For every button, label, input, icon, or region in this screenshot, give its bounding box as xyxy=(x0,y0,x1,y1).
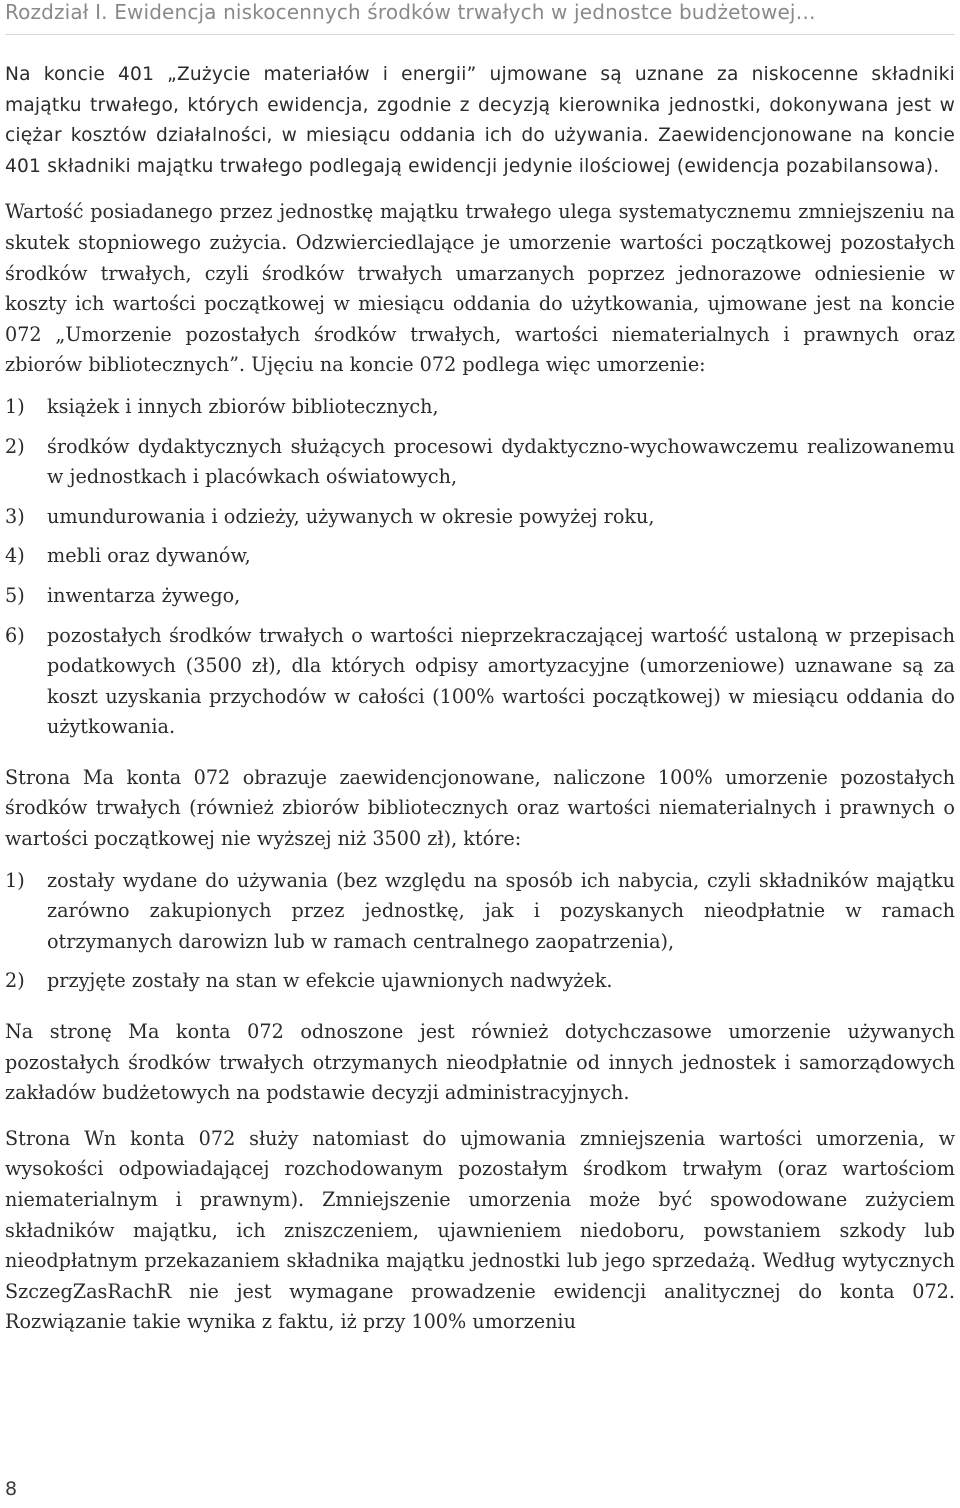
paragraph-credit-side-072: Strona Ma konta 072 obrazuje zaewidencjonowane, naliczone 100% umorzenie pozostałych środków trwałych (również zbiorów bibliotecznych oraz wartości niematerialnych i prawnych o wartości początkowej nie wyższej niż 3500 zł), które: xyxy=(5,765,955,851)
list-item xyxy=(5,621,955,743)
depreciation-items-list xyxy=(5,392,955,743)
body-text xyxy=(5,60,955,1338)
list-item-number: 1) xyxy=(5,394,25,418)
list-item-text: mebli oraz dywanów, xyxy=(47,544,251,568)
list-item-number: 2) xyxy=(5,434,25,458)
list-item-text: zostały wydane do używania (bez względu na sposób ich nabycia, czyli składników majątku zarówno zakupionych przez jednostkę, jak i pozyskanych nieodpłatnie w ramach otrzymanych darowizn lub w ramach centralnego zaopatrzenia), xyxy=(47,868,955,953)
list-item xyxy=(5,866,955,958)
page-number: 8 xyxy=(5,1478,18,1500)
paragraph-account-401: Na koncie 401 „Zużycie materiałów i energii” ujmowane są uznane za niskocenne składniki majątku trwałego, których ewidencja, zgodnie z decyzją kierownika jednostki, dokonywana jest w ciężar kosztów działalności, w miesiącu oddania ich do używania. Zaewidencjonowane na koncie 401 składniki majątku trwałego podlegają ewidencji jedynie ilościowej (ewidencja pozabilansowa). xyxy=(5,64,955,177)
header-divider xyxy=(5,34,955,35)
paragraph-credit-side-transfers: Na stronę Ma konta 072 odnoszone jest również dotychczasowe umorzenie używanych pozostałych środków trwałych otrzymanych nieodpłatnie od innych jednostek i samorządowych zakładów budżetowych na podstawie decyzji administracyjnych. xyxy=(5,1020,955,1105)
list-item-number: 4) xyxy=(5,544,25,568)
list-item-number: 2) xyxy=(5,969,25,993)
list-item-text: środków dydaktycznych służących procesowi dydaktyczno-wychowawczemu realizowanemu w jednostkach i placówkach oświatowych, xyxy=(47,434,955,489)
list-item-number: 3) xyxy=(5,504,25,528)
list-item xyxy=(5,502,955,533)
list-item-number: 1) xyxy=(5,868,25,892)
credit-side-items-list xyxy=(5,866,955,997)
paragraph-debit-side-072: Strona Wn konta 072 służy natomiast do ujmowania zmniejszenia wartości umorzenia, w wysokości odpowiadającej rozchodowanym pozostałym środkom trwałym (oraz wartościom niematerialnym i prawnym). Zmniejszenie umorzenia może być spowodowane zużyciem składników majątku, ich zniszczeniem, ujawnieniem niedoboru, powstaniem szkody lub nieodpłatnym przekazaniem składnika majątku jednostki lub jego sprzedażą. Według wytycznych SzczegZasRachR nie jest wymagane prowadzenie ewidencji analitycznej do konta 072. Rozwiązanie takie wynika z faktu, iż przy 100% umorzeniu xyxy=(5,1126,955,1334)
list-item-text: umundurowania i odzieży, używanych w okresie powyżej roku, xyxy=(47,504,655,528)
list-item xyxy=(5,541,955,572)
running-head: Rozdział I. Ewidencja niskocennych środków trwałych w jednostce budżetowej… xyxy=(5,0,816,24)
list-item xyxy=(5,581,955,612)
list-item xyxy=(5,392,955,423)
list-item-text: inwentarza żywego, xyxy=(47,583,241,607)
list-item-number: 6) xyxy=(5,623,25,647)
list-item xyxy=(5,966,955,997)
list-item-text: pozostałych środków trwałych o wartości nieprzekraczającej wartość ustaloną w przepisach podatkowych (3500 zł), dla których odpisy amortyzacyjne (umorzeniowe) uznawane są za koszt uzyskania przychodów w całości (100% wartości początkowej) w miesiącu oddania do użytkowania. xyxy=(47,623,955,739)
paragraph-depreciation: Wartość posiadanego przez jednostkę majątku trwałego ulega systematycznemu zmniejszeniu na skutek stopniowego zużycia. Odzwierciedlające je umorzenie wartości początkowej pozostałych środków trwałych, czyli środków trwałych umarzanych poprzez jednorazowe odniesienie w koszty ich wartości początkowej w miesiącu oddania do użytkowania, ujmowane jest na koncie 072 „Umorzenie pozostałych środków trwałych, wartości niematerialnych i prawnych oraz zbiorów bibliotecznych”. Ujęciu na koncie 072 podlega więc umorzenie: xyxy=(5,200,955,377)
list-item-number: 5) xyxy=(5,583,25,607)
list-item-text: przyjęte zostały na stan w efekcie ujawnionych nadwyżek. xyxy=(47,969,613,993)
list-item-text: książek i innych zbiorów bibliotecznych, xyxy=(47,394,439,418)
list-item xyxy=(5,432,955,493)
